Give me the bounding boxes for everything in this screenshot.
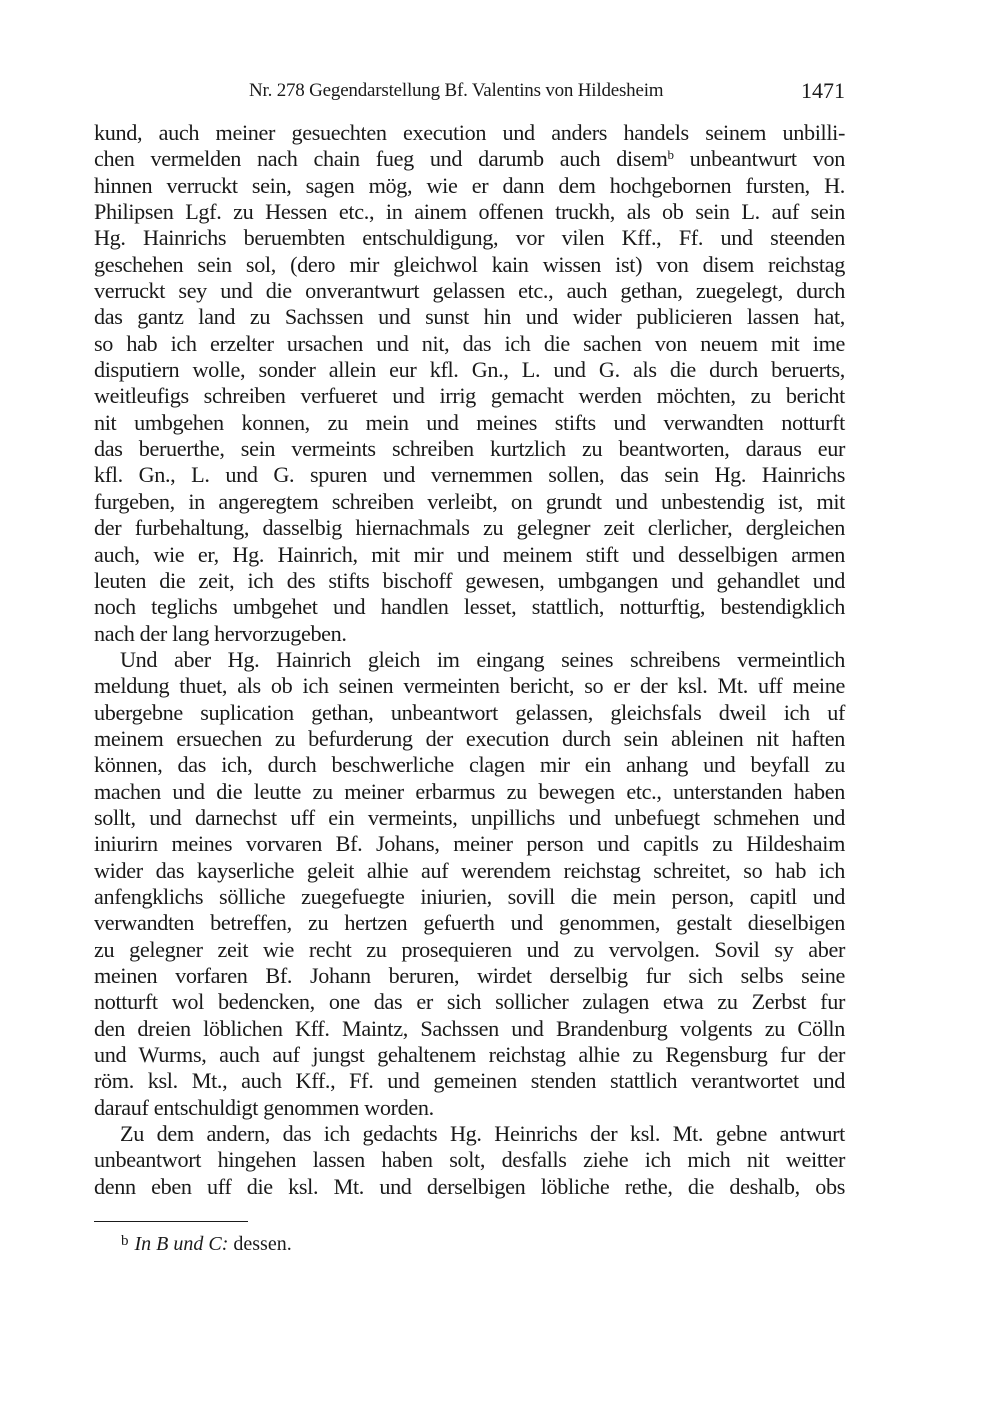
text-line: kfl. Gn., L. und G. spuren und vernemmen sollen, das sein Hg. Hainrichs [94, 462, 845, 488]
text-line: hinnen verruckt sein, sagen mög, wie er dann dem hochgebornen fursten, H. [94, 172, 845, 198]
text-line: machen und die leutte zu meiner erbarmus zu bewegen etc., unterstanden haben [94, 778, 845, 804]
text-line: und Wurms, auch auf jungst gehaltenem reichstag alhie zu Regensburg fur der [94, 1042, 845, 1068]
text-line: den dreien löblichen Kff. Maintz, Sachssen und Brandenburg volgents zu Cölln [94, 1015, 845, 1041]
text-line: auch, wie er, Hg. Hainrich, mit mir und meinem stift und desselbigen armen [94, 541, 845, 567]
footnote-text: dessen. [228, 1233, 292, 1255]
text-line: notturft wol bedencken, one das er sich sollicher zulagen etwa zu Zerbst fur [94, 989, 845, 1015]
text-line: röm. ksl. Mt., auch Kff., Ff. und gemeinen stenden stattlich verantwortet und [94, 1068, 845, 1094]
text-segment: chen vermelden nach chain fueg und darumb auch disem [94, 146, 668, 172]
text-line: leuten die zeit, ich des stifts bischoff gewesen, umbgangen und gehandlet und [94, 567, 845, 593]
text-line: so hab ich erzelter ursachen und nit, das ich die sachen von neuem mit ime [94, 330, 845, 356]
text-line: das beruerthe, sein vermeints schreiben kurtzlich zu beantworten, daraus eur [94, 436, 845, 462]
text-line: disputiern wolle, sonder allein eur kfl. Gn., L. und G. als die durch beruerts, [94, 357, 845, 383]
text-line: weitleufigs schreiben verfueret und irrig gemacht werden möchten, zu bericht [94, 383, 845, 409]
text-line: meinen vorfaren Bf. Johann beruren, wirdet derselbig fur sich selbs seine [94, 963, 845, 988]
running-title: Nr. 278 Gegendarstellung Bf. Valentins von Hildesheim [249, 80, 664, 101]
running-head [94, 80, 845, 108]
page-number: 1471 [801, 78, 845, 103]
text-line: Philipsen Lgf. zu Hessen etc., in ainem offenen truckh, als ob sein L. auf sein [94, 199, 845, 225]
paragraph-start-line: Zu dem andern, das ich gedachts Hg. Heinrichs der ksl. Mt. gebne antwurt [120, 1121, 845, 1147]
text-line: unbeantwort hingehen lassen haben solt, desfalls ziehe ich mich nit weitter [94, 1147, 845, 1173]
paragraph-end-line: nach der lang hervorzugeben. [94, 620, 347, 646]
text-line: geschehen sein sol, (dero mir gleichwol kain wissen ist) von disem reichstag [94, 251, 845, 277]
text-line: sollt, und darnechst uff ein vermeints, unpillichs und unbefuegt schmehen und [94, 804, 845, 830]
text-line: zu gelegner zeit wie recht zu prosequieren und zu vervolgen. Sovil sy aber [94, 936, 845, 962]
text-line: verruckt sey und die onverantwurt gelassen etc., auch gethan, zuegelegt, durch [94, 278, 845, 304]
text-line: wider das kayserliche geleit alhie auf werendem reichstag schreitet, so hab ich [94, 857, 845, 883]
footnote-mark: b [121, 1233, 129, 1249]
text-line: der furbehaltung, dasselbig hiernachmals zu gelegner zeit clerlicher, dergleichen [94, 515, 845, 541]
text-segment: unbeantwurt von [673, 146, 845, 172]
text-line: anfengklichs sölliche zuegefuegte iniurien, sovill die mein person, capitl und [94, 883, 845, 909]
text-line-with-footnote-ref [94, 146, 845, 172]
text-line: meldung thuet, als ob ich seinen vermeinten bericht, so er der ksl. Mt. uff meine [94, 673, 845, 699]
footnote-italic-text: In B und C: [134, 1233, 229, 1255]
text-line: das gantz land zu Sachssen und sunst hin und wider publicieren lassen hat, [94, 304, 845, 330]
footnote-b [121, 1228, 292, 1257]
text-line: können, das ich, durch beschwerliche clagen mir ein anhang und beyfall zu [94, 752, 845, 778]
body-text [94, 120, 845, 1200]
paragraph-start-line: Und aber Hg. Hainrich gleich im eingang seines schreibens vermeintlich [120, 646, 845, 672]
text-line: iniurirn meines vorvaren Bf. Johans, meiner person und capitls zu Hildeshaim [94, 831, 845, 857]
text-line: furgeben, in angeregtem schreiben verleibt, on grundt und unbestendig ist, mit [94, 488, 845, 514]
text-line: noch teglichs umbgehet und handlen lesset, stattlich, notturftig, bestendigklich [94, 594, 845, 620]
text-line: nit umbgehen konnen, zu mein und meines stifts und verwandten notturft [94, 409, 845, 435]
text-line: kund, auch meiner gesuechten execution und anders handels seinem unbilli- [94, 120, 845, 145]
text-line: ubergebne suplication gethan, unbeantwort gelassen, gleichsfals dweil ich uf [94, 699, 845, 725]
text-line: meinem ersuechen zu befurderung der execution durch sein ableinen nit haften [94, 725, 845, 751]
footnote-ref-b[interactable]: b [667, 147, 674, 163]
paragraph-end-line: darauf entschuldigt genommen worden. [94, 1094, 434, 1120]
text-line: Hg. Hainrichs beruembten entschuldigung, vor vilen Kff., Ff. und steenden [94, 225, 845, 251]
text-line: denn eben uff die ksl. Mt. und derselbigen löbliche rethe, die deshalb, obs [94, 1173, 845, 1199]
text-line: verwandten betreffen, zu hertzen gefuerth und genommen, gestalt dieselbigen [94, 910, 845, 936]
footnote-rule [94, 1221, 248, 1222]
